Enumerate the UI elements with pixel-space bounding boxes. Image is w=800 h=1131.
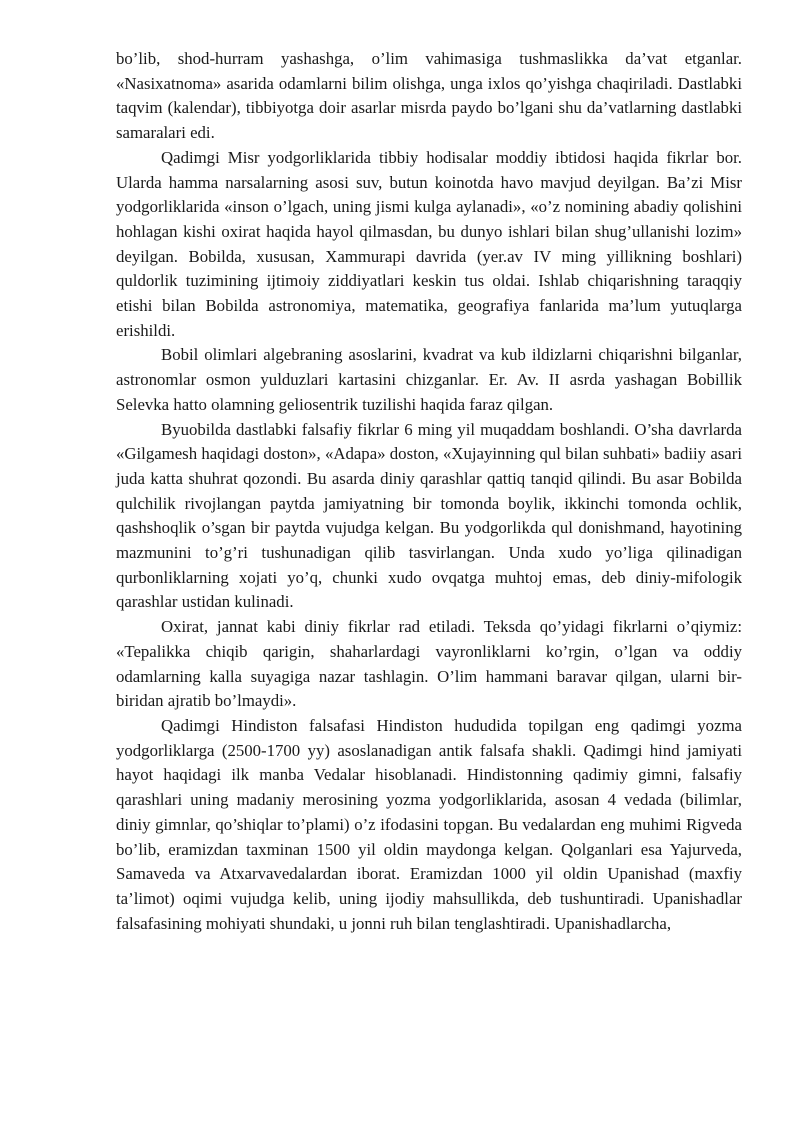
paragraph-3: Bobil olimlari algebraning asoslarini, kvadrat va kub ildizlarni chiqarishni bilganlar, astronomlar osmon yulduzlari kartasini chizganlar. Er. Av. II asrda yashagan Bobillik Selevka hatto olamning geliosentrik tuzilishi haqida faraz qilgan. xyxy=(116,345,742,414)
document-page xyxy=(116,47,742,936)
paragraph-5: Oxirat, jannat kabi diniy fikrlar rad etiladi. Teksda qo’yidagi fikrlarni o’qiymiz: «Tepalikka chiqib qarigin, shaharlardagi vayronliklarni ko’rgin, o’lgan va oddiy odamlarning kalla suyagiga nazar tashlagin. O’lim hammani baravar qilgan, ularni bir-biridan ajratib bo’lmaydi». xyxy=(116,617,742,711)
paragraph-1: bo’lib, shod-hurram yashashga, o’lim vahimasiga tushmaslikka da’vat etganlar. «Nasixatnoma» asarida odamlarni bilim olishga, unga ixlos qo’yishga chaqiriladi. Dastlabki taqvim (kalendar), tibbiyotga doir asarlar misrda paydo bo’lgani shu da’vatlarning dastlabki samaralari edi. xyxy=(116,49,742,143)
paragraph-6: Qadimgi Hindiston falsafasi Hindiston hududida topilgan eng qadimgi yozma yodgorliklarga (2500-1700 yy) asoslanadigan antik falsafa shakli. Qadimgi hind jamiyati hayot haqidagi ilk manba Vedalar hisoblanadi. Hindistonning qadimiy gimni, falsafiy qarashlari uning madaniy merosining yozma yodgorliklarida, asosan 4 vedada (bilimlar, diniy gimnlar, qo’shiqlar to’plami) o’z ifodasini topgan. Bu vedalardan eng muhimi Rigveda bo’lib, eramizdan taxminan 1500 yil oldin maydonga kelgan. Qolganlari esa Yajurveda, Samaveda va Atxarvavedalardan iborat. Eramizdan 1000 yil oldin Upanishad (maxfiy ta’limot) oqimi vujudga kelib, uning ijodiy mahsullikda, deb tushuntiradi. Upanishadlar falsafasining mohiyati shundaki, u jonni ruh bilan tenglashtiradi. Upanishadlarcha, xyxy=(116,715,742,933)
paragraph-2: Qadimgi Misr yodgorliklarida tibbiy hodisalar moddiy ibtidosi haqida fikrlar bor. Ularda hamma narsalarning asosi suv, butun koinotda havo mavjud deyilgan. Ba’zi Misr yodgorliklarida «inson o’lgach, uning jismi kulga aylanadi», «o’z nomining abadiy qolishini hohlagan kishi oxirat haqida hayol qilmasdan, bu dunyo ishlari bilan shug’ullanishi lozim» deyilgan. Bobilda, xususan, Xammurapi davrida (yer.av IV ming yillikning boshlari) quldorlik tuzimining ijtimoiy ziddiyatlari keskin tus oldai. Ishlab chiqarishning taraqqiy etishi bilan Bobilda astronomiya, matematika, geografiya fanlarida ma’lum yutuqlarga erishildi. xyxy=(116,147,742,340)
paragraph-4: Byuobilda dastlabki falsafiy fikrlar 6 ming yil muqaddam boshlandi. O’sha davrlarda «Gilgamesh haqidagi doston», «Adapa» doston, «Xujayinning qul bilan suhbati» badiiy asari juda katta shuhrat qozondi. Bu asarda diniy qarashlar qattiq tanqid qilindi. Bu asar Bobilda qulchilik rivojlangan paytda jamiyatning bir tomonda boylik, ikkinchi tomonda ochlik, qashshoqlik o’sgan bir paytda vujudga kelgan. Bu yodgorlikda qul donishmand, hayotining mazmunini to’g’ri tushunadigan qilib tasvirlangan. Unda xudo yo’liga qilinadigan qurbonliklarning xojati yo’q, chunki xudo ovqatga muhtoj emas, deb diniy-mifologik qarashlar ustidan kulinadi. xyxy=(116,419,742,612)
